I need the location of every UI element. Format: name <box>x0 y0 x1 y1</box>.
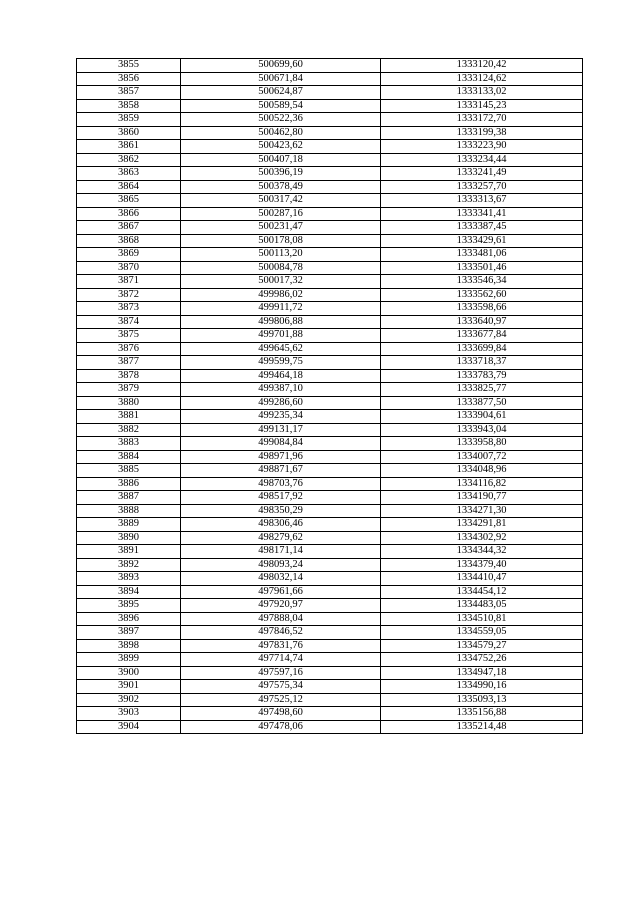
table-row <box>77 315 583 329</box>
point-number-cell: 3879 <box>77 383 181 397</box>
table-row <box>77 437 583 451</box>
table-row <box>77 504 583 518</box>
table-row <box>77 531 583 545</box>
table-row <box>77 140 583 154</box>
y-coordinate-cell: 1333904,61 <box>381 410 583 424</box>
point-number-cell: 3861 <box>77 140 181 154</box>
y-coordinate-cell: 1333546,34 <box>381 275 583 289</box>
y-coordinate-cell: 1334752,26 <box>381 653 583 667</box>
point-number-cell: 3860 <box>77 126 181 140</box>
table-row <box>77 410 583 424</box>
x-coordinate-cell: 498032,14 <box>181 572 381 586</box>
x-coordinate-cell: 500378,49 <box>181 180 381 194</box>
table-row <box>77 59 583 73</box>
x-coordinate-cell: 498971,96 <box>181 450 381 464</box>
y-coordinate-cell: 1334947,18 <box>381 666 583 680</box>
y-coordinate-cell: 1333877,50 <box>381 396 583 410</box>
x-coordinate-cell: 497597,16 <box>181 666 381 680</box>
y-coordinate-cell: 1334510,81 <box>381 612 583 626</box>
point-number-cell: 3892 <box>77 558 181 572</box>
y-coordinate-cell: 1333124,62 <box>381 72 583 86</box>
x-coordinate-cell: 500624,87 <box>181 86 381 100</box>
y-coordinate-cell: 1334116,82 <box>381 477 583 491</box>
table-row <box>77 221 583 235</box>
x-coordinate-cell: 500699,60 <box>181 59 381 73</box>
point-number-cell: 3882 <box>77 423 181 437</box>
table-row <box>77 113 583 127</box>
x-coordinate-cell: 500522,36 <box>181 113 381 127</box>
x-coordinate-cell: 497575,34 <box>181 680 381 694</box>
table-row <box>77 612 583 626</box>
point-number-cell: 3888 <box>77 504 181 518</box>
table-row <box>77 180 583 194</box>
table-row <box>77 423 583 437</box>
table-row <box>77 396 583 410</box>
point-number-cell: 3857 <box>77 86 181 100</box>
x-coordinate-cell: 499084,84 <box>181 437 381 451</box>
table-row <box>77 72 583 86</box>
y-coordinate-cell: 1334379,40 <box>381 558 583 572</box>
point-number-cell: 3867 <box>77 221 181 235</box>
y-coordinate-cell: 1333429,61 <box>381 234 583 248</box>
point-number-cell: 3869 <box>77 248 181 262</box>
point-number-cell: 3864 <box>77 180 181 194</box>
point-number-cell: 3895 <box>77 599 181 613</box>
x-coordinate-cell: 500084,78 <box>181 261 381 275</box>
y-coordinate-cell: 1334483,05 <box>381 599 583 613</box>
x-coordinate-cell: 500671,84 <box>181 72 381 86</box>
y-coordinate-cell: 1333943,04 <box>381 423 583 437</box>
y-coordinate-cell: 1333241,49 <box>381 167 583 181</box>
y-coordinate-cell: 1333234,44 <box>381 153 583 167</box>
table-row <box>77 275 583 289</box>
table-row <box>77 261 583 275</box>
table-row <box>77 167 583 181</box>
y-coordinate-cell: 1334344,32 <box>381 545 583 559</box>
table-row <box>77 666 583 680</box>
point-number-cell: 3880 <box>77 396 181 410</box>
table-row <box>77 572 583 586</box>
x-coordinate-cell: 497888,04 <box>181 612 381 626</box>
table-row <box>77 653 583 667</box>
x-coordinate-cell: 497714,74 <box>181 653 381 667</box>
y-coordinate-cell: 1334048,96 <box>381 464 583 478</box>
x-coordinate-cell: 500317,42 <box>181 194 381 208</box>
table-row <box>77 356 583 370</box>
y-coordinate-cell: 1333223,90 <box>381 140 583 154</box>
point-number-cell: 3899 <box>77 653 181 667</box>
table-row <box>77 720 583 734</box>
y-coordinate-cell: 1333958,80 <box>381 437 583 451</box>
point-number-cell: 3868 <box>77 234 181 248</box>
y-coordinate-cell: 1334271,30 <box>381 504 583 518</box>
point-number-cell: 3878 <box>77 369 181 383</box>
y-coordinate-cell: 1333501,46 <box>381 261 583 275</box>
table-row <box>77 558 583 572</box>
y-coordinate-cell: 1334302,92 <box>381 531 583 545</box>
x-coordinate-cell: 499645,62 <box>181 342 381 356</box>
x-coordinate-cell: 498093,24 <box>181 558 381 572</box>
x-coordinate-cell: 499911,72 <box>181 302 381 316</box>
y-coordinate-cell: 1333313,67 <box>381 194 583 208</box>
point-number-cell: 3900 <box>77 666 181 680</box>
point-number-cell: 3886 <box>77 477 181 491</box>
table-row <box>77 491 583 505</box>
x-coordinate-cell: 499806,88 <box>181 315 381 329</box>
x-coordinate-cell: 500287,16 <box>181 207 381 221</box>
table-row <box>77 450 583 464</box>
x-coordinate-cell: 500462,80 <box>181 126 381 140</box>
y-coordinate-cell: 1335093,13 <box>381 693 583 707</box>
table-row <box>77 545 583 559</box>
y-coordinate-cell: 1333718,37 <box>381 356 583 370</box>
coordinates-table-body <box>77 59 583 734</box>
point-number-cell: 3870 <box>77 261 181 275</box>
x-coordinate-cell: 499131,17 <box>181 423 381 437</box>
table-row <box>77 248 583 262</box>
y-coordinate-cell: 1334559,05 <box>381 626 583 640</box>
y-coordinate-cell: 1333199,38 <box>381 126 583 140</box>
point-number-cell: 3875 <box>77 329 181 343</box>
table-row <box>77 599 583 613</box>
x-coordinate-cell: 497831,76 <box>181 639 381 653</box>
point-number-cell: 3896 <box>77 612 181 626</box>
point-number-cell: 3866 <box>77 207 181 221</box>
x-coordinate-cell: 499286,60 <box>181 396 381 410</box>
x-coordinate-cell: 500017,32 <box>181 275 381 289</box>
point-number-cell: 3872 <box>77 288 181 302</box>
table-row <box>77 288 583 302</box>
point-number-cell: 3890 <box>77 531 181 545</box>
x-coordinate-cell: 500178,08 <box>181 234 381 248</box>
table-row <box>77 126 583 140</box>
x-coordinate-cell: 497498,60 <box>181 707 381 721</box>
table-row <box>77 639 583 653</box>
y-coordinate-cell: 1333640,97 <box>381 315 583 329</box>
point-number-cell: 3874 <box>77 315 181 329</box>
x-coordinate-cell: 499599,75 <box>181 356 381 370</box>
x-coordinate-cell: 500589,54 <box>181 99 381 113</box>
x-coordinate-cell: 499235,34 <box>181 410 381 424</box>
table-row <box>77 693 583 707</box>
x-coordinate-cell: 498279,62 <box>181 531 381 545</box>
x-coordinate-cell: 499986,02 <box>181 288 381 302</box>
point-number-cell: 3865 <box>77 194 181 208</box>
x-coordinate-cell: 500113,20 <box>181 248 381 262</box>
x-coordinate-cell: 499387,10 <box>181 383 381 397</box>
point-number-cell: 3884 <box>77 450 181 464</box>
x-coordinate-cell: 498517,92 <box>181 491 381 505</box>
point-number-cell: 3904 <box>77 720 181 734</box>
point-number-cell: 3877 <box>77 356 181 370</box>
point-number-cell: 3881 <box>77 410 181 424</box>
y-coordinate-cell: 1333257,70 <box>381 180 583 194</box>
table-row <box>77 86 583 100</box>
point-number-cell: 3883 <box>77 437 181 451</box>
y-coordinate-cell: 1334990,16 <box>381 680 583 694</box>
x-coordinate-cell: 497525,12 <box>181 693 381 707</box>
x-coordinate-cell: 497961,66 <box>181 585 381 599</box>
point-number-cell: 3901 <box>77 680 181 694</box>
y-coordinate-cell: 1333783,79 <box>381 369 583 383</box>
table-row <box>77 302 583 316</box>
point-number-cell: 3891 <box>77 545 181 559</box>
x-coordinate-cell: 498703,76 <box>181 477 381 491</box>
table-row <box>77 464 583 478</box>
table-row <box>77 477 583 491</box>
x-coordinate-cell: 499464,18 <box>181 369 381 383</box>
point-number-cell: 3889 <box>77 518 181 532</box>
table-row <box>77 680 583 694</box>
x-coordinate-cell: 497920,97 <box>181 599 381 613</box>
table-row <box>77 585 583 599</box>
table-row <box>77 153 583 167</box>
x-coordinate-cell: 499701,88 <box>181 329 381 343</box>
point-number-cell: 3893 <box>77 572 181 586</box>
y-coordinate-cell: 1333598,66 <box>381 302 583 316</box>
y-coordinate-cell: 1333145,23 <box>381 99 583 113</box>
y-coordinate-cell: 1334190,77 <box>381 491 583 505</box>
y-coordinate-cell: 1333699,84 <box>381 342 583 356</box>
y-coordinate-cell: 1333120,42 <box>381 59 583 73</box>
table-row <box>77 342 583 356</box>
point-number-cell: 3862 <box>77 153 181 167</box>
table-row <box>77 207 583 221</box>
y-coordinate-cell: 1333341,41 <box>381 207 583 221</box>
table-row <box>77 707 583 721</box>
point-number-cell: 3859 <box>77 113 181 127</box>
y-coordinate-cell: 1333677,84 <box>381 329 583 343</box>
x-coordinate-cell: 498171,14 <box>181 545 381 559</box>
x-coordinate-cell: 498871,67 <box>181 464 381 478</box>
y-coordinate-cell: 1334291,81 <box>381 518 583 532</box>
point-number-cell: 3898 <box>77 639 181 653</box>
y-coordinate-cell: 1333172,70 <box>381 113 583 127</box>
y-coordinate-cell: 1333562,60 <box>381 288 583 302</box>
point-number-cell: 3887 <box>77 491 181 505</box>
y-coordinate-cell: 1335214,48 <box>381 720 583 734</box>
x-coordinate-cell: 500231,47 <box>181 221 381 235</box>
y-coordinate-cell: 1334007,72 <box>381 450 583 464</box>
x-coordinate-cell: 500407,18 <box>181 153 381 167</box>
x-coordinate-cell: 497478,06 <box>181 720 381 734</box>
x-coordinate-cell: 498306,46 <box>181 518 381 532</box>
point-number-cell: 3885 <box>77 464 181 478</box>
y-coordinate-cell: 1333825,77 <box>381 383 583 397</box>
point-number-cell: 3856 <box>77 72 181 86</box>
point-number-cell: 3863 <box>77 167 181 181</box>
point-number-cell: 3897 <box>77 626 181 640</box>
table-row <box>77 234 583 248</box>
x-coordinate-cell: 500423,62 <box>181 140 381 154</box>
table-row <box>77 518 583 532</box>
y-coordinate-cell: 1334579,27 <box>381 639 583 653</box>
table-row <box>77 383 583 397</box>
point-number-cell: 3855 <box>77 59 181 73</box>
x-coordinate-cell: 498350,29 <box>181 504 381 518</box>
y-coordinate-cell: 1334410,47 <box>381 572 583 586</box>
y-coordinate-cell: 1335156,88 <box>381 707 583 721</box>
point-number-cell: 3903 <box>77 707 181 721</box>
point-number-cell: 3902 <box>77 693 181 707</box>
table-row <box>77 194 583 208</box>
table-row <box>77 99 583 113</box>
point-number-cell: 3894 <box>77 585 181 599</box>
y-coordinate-cell: 1334454,12 <box>381 585 583 599</box>
y-coordinate-cell: 1333387,45 <box>381 221 583 235</box>
coordinates-table <box>76 58 583 734</box>
table-row <box>77 329 583 343</box>
y-coordinate-cell: 1333133,02 <box>381 86 583 100</box>
point-number-cell: 3858 <box>77 99 181 113</box>
table-row <box>77 626 583 640</box>
point-number-cell: 3871 <box>77 275 181 289</box>
y-coordinate-cell: 1333481,06 <box>381 248 583 262</box>
point-number-cell: 3873 <box>77 302 181 316</box>
x-coordinate-cell: 500396,19 <box>181 167 381 181</box>
x-coordinate-cell: 497846,52 <box>181 626 381 640</box>
table-row <box>77 369 583 383</box>
point-number-cell: 3876 <box>77 342 181 356</box>
